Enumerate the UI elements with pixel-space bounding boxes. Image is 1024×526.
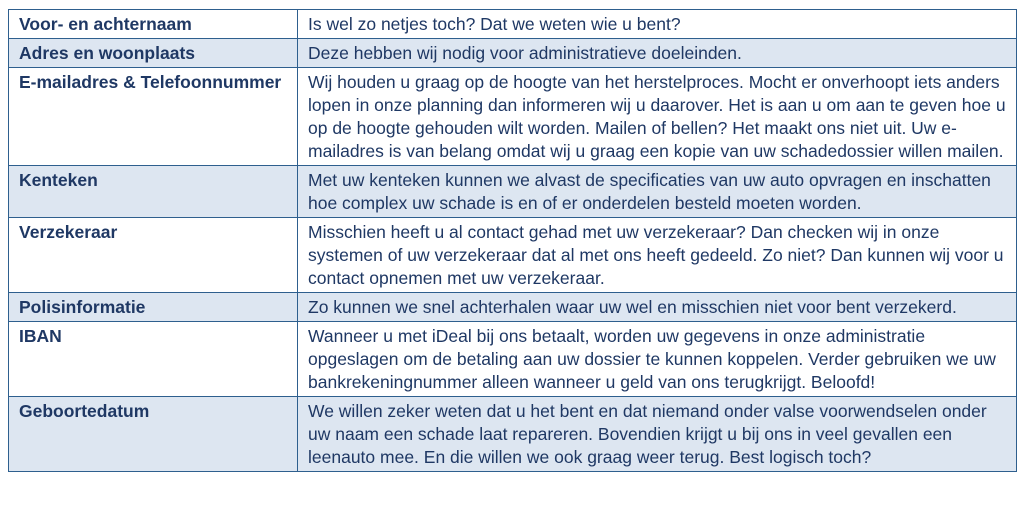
row-text: Wij houden u graag op de hoogte van het herstelproces. Mocht er onverhoopt iets anders lopen in onze planning dan informeren wij u daarover. Het is aan u om aan te geven hoe u op de hoogte gehouden wilt worden. Mailen of bellen? Het maakt ons niet uit. Uw e-mailadres is van belang omdat wij u graag een kopie van uw schadedossier willen mailen. xyxy=(298,68,1017,166)
info-table-container xyxy=(8,9,1016,472)
row-text: Deze hebben wij nodig voor administratieve doeleinden. xyxy=(298,39,1017,68)
row-text: Zo kunnen we snel achterhalen waar uw wel en misschien niet voor bent verzekerd. xyxy=(298,293,1017,322)
table-row xyxy=(9,293,1017,322)
table-row xyxy=(9,10,1017,39)
row-text: Wanneer u met iDeal bij ons betaalt, worden uw gegevens in onze administratie opgeslagen om de betaling aan uw dossier te kunnen koppelen. Verder gebruiken we uw bankrekeningnummer alleen wanneer u geld van ons terugkrijgt. Beloofd! xyxy=(298,322,1017,397)
table-row xyxy=(9,397,1017,472)
row-text: We willen zeker weten dat u het bent en dat niemand onder valse voorwendselen onder uw naam een schade laat repareren. Bovendien krijgt u bij ons in veel gevallen een leenauto mee. En die willen we ook graag weer terug. Best logisch toch? xyxy=(298,397,1017,472)
row-label: Adres en woonplaats xyxy=(9,39,298,68)
table-row xyxy=(9,68,1017,166)
row-label: E-mailadres & Telefoonnummer xyxy=(9,68,298,166)
row-label: Kenteken xyxy=(9,166,298,218)
table-row xyxy=(9,322,1017,397)
row-label: Geboortedatum xyxy=(9,397,298,472)
row-text: Misschien heeft u al contact gehad met uw verzekeraar? Dan checken wij in onze systemen of uw verzekeraar dat al met ons heeft gedeeld. Zo niet? Dan kunnen wij voor u contact opnemen met uw verzekeraar. xyxy=(298,218,1017,293)
table-row xyxy=(9,166,1017,218)
row-text: Is wel zo netjes toch? Dat we weten wie u bent? xyxy=(298,10,1017,39)
row-label: Verzekeraar xyxy=(9,218,298,293)
row-text: Met uw kenteken kunnen we alvast de specificaties van uw auto opvragen en inschatten hoe complex uw schade is en of er onderdelen besteld moeten worden. xyxy=(298,166,1017,218)
info-table xyxy=(8,9,1017,472)
table-row xyxy=(9,218,1017,293)
row-label: Voor- en achternaam xyxy=(9,10,298,39)
table-row xyxy=(9,39,1017,68)
row-label: Polisinformatie xyxy=(9,293,298,322)
row-label: IBAN xyxy=(9,322,298,397)
